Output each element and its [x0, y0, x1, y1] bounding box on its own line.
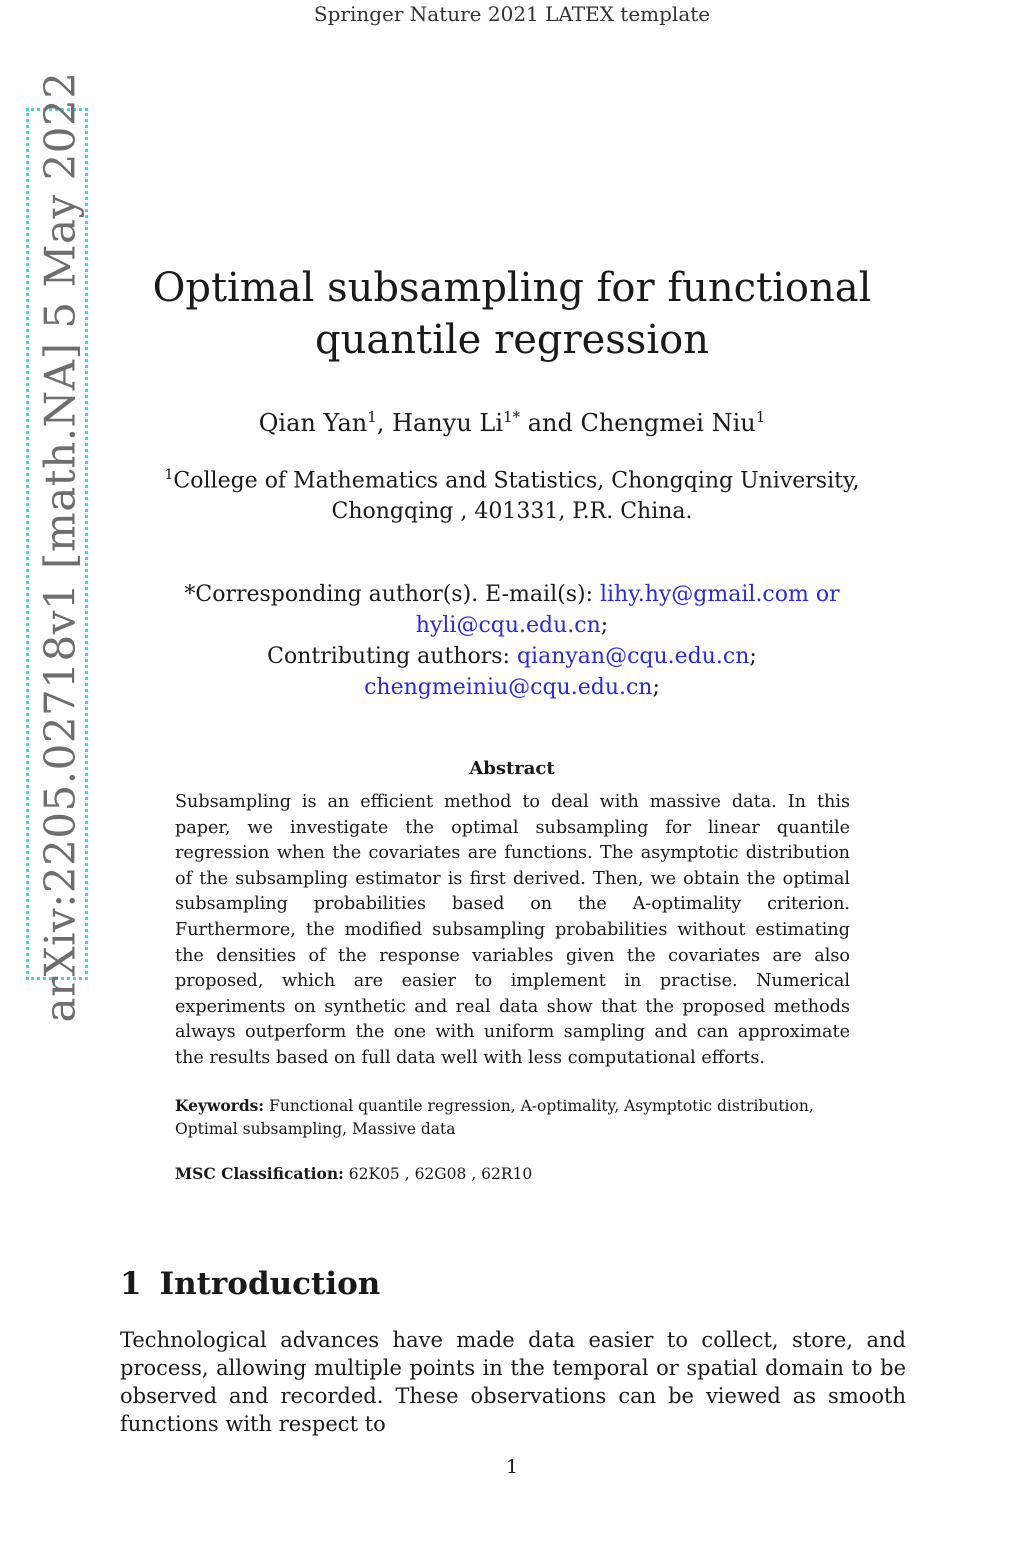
- abstract-text: Subsampling is an efficient method to deal with massive data. In this paper, we investigate the optimal subsampling for linear quantile regression when the covariates are functions. The asymptotic distribution of the subsampling estimator is first derived. Then, we obtain the optimal subsampling probabilities based on the A-optimality criterion. Furthermore, the modified subsampling probabilities without estimating the densities of the response variables given the covariates are also proposed, which are easier to implement in practise. Numerical experiments on synthetic and real data show that the proposed methods always outperform the one with uniform sampling and can approximate the results based on full data well with less computational efforts.: [175, 792, 850, 1068]
- email-link-chengmeiniu[interactable]: chengmeiniu@cqu.edu.cn: [364, 675, 653, 700]
- msc-label: MSC Classification:: [175, 1164, 344, 1183]
- email-link-lihy[interactable]: lihy.hy@gmail.com or: [599, 582, 840, 607]
- email-link-qianyan[interactable]: qianyan@cqu.edu.cn: [516, 644, 750, 669]
- page-number: 1: [505, 1456, 519, 1478]
- keywords: [175, 1094, 850, 1141]
- affiliation-line-1: College of Mathematics and Statistics, Chongqing University,: [173, 468, 860, 494]
- running-header: Springer Nature 2021 LATEX template: [313, 2, 711, 26]
- introduction-text: Technological advances have made data easier to collect, store, and process, allowing multiple points in the temporal or spatial domain to be observed and recorded. These observations can be viewed as smooth functions with respect to: [120, 1328, 906, 1436]
- author-affil-mark: 1: [367, 408, 377, 426]
- author-name: Chengmei Niu: [580, 409, 756, 437]
- email-separator: ;: [652, 675, 660, 700]
- section-number: 1: [120, 1266, 142, 1302]
- author-list: [120, 408, 904, 437]
- email-separator: ;: [749, 644, 757, 669]
- correspondence-label: *Corresponding author(s). E-mail(s):: [184, 582, 600, 607]
- section-heading-introduction: [120, 1266, 380, 1302]
- section-title: Introduction: [159, 1266, 381, 1302]
- author-affil-mark: 1: [755, 408, 766, 426]
- paper-title: Optimal subsampling for functional quantile regression: [152, 265, 872, 363]
- abstract-heading: Abstract: [469, 758, 555, 779]
- affiliation-line-2: Chongqing , 401331, P.R. China.: [331, 499, 693, 525]
- author-separator: and: [520, 409, 581, 437]
- affiliation-mark: 1: [164, 467, 174, 483]
- email-link-hyli[interactable]: hyli@cqu.edu.cn: [415, 613, 601, 638]
- arxiv-identifier: arXiv:2205.02718v1 [math.NA] 5 May 2022: [35, 71, 85, 1023]
- affiliation: [120, 460, 904, 527]
- msc-codes: 62K05 , 62G08 , 62R10: [348, 1165, 533, 1183]
- correspondence-block: [140, 579, 884, 703]
- keywords-text: Functional quantile regression, A-optimality, Asymptotic distribution, Optimal subsampling, Massive data: [175, 1097, 814, 1138]
- keywords-label: Keywords:: [175, 1096, 265, 1115]
- author-name: Qian Yan: [258, 409, 368, 437]
- author-name: Hanyu Li: [392, 409, 504, 437]
- author-affil-mark: 1*: [503, 408, 521, 426]
- email-separator: ;: [600, 613, 609, 638]
- arxiv-stamp: [26, 71, 88, 1023]
- msc-classification: [175, 1162, 850, 1186]
- author-separator: ,: [376, 409, 393, 437]
- contributing-label: Contributing authors:: [267, 644, 517, 669]
